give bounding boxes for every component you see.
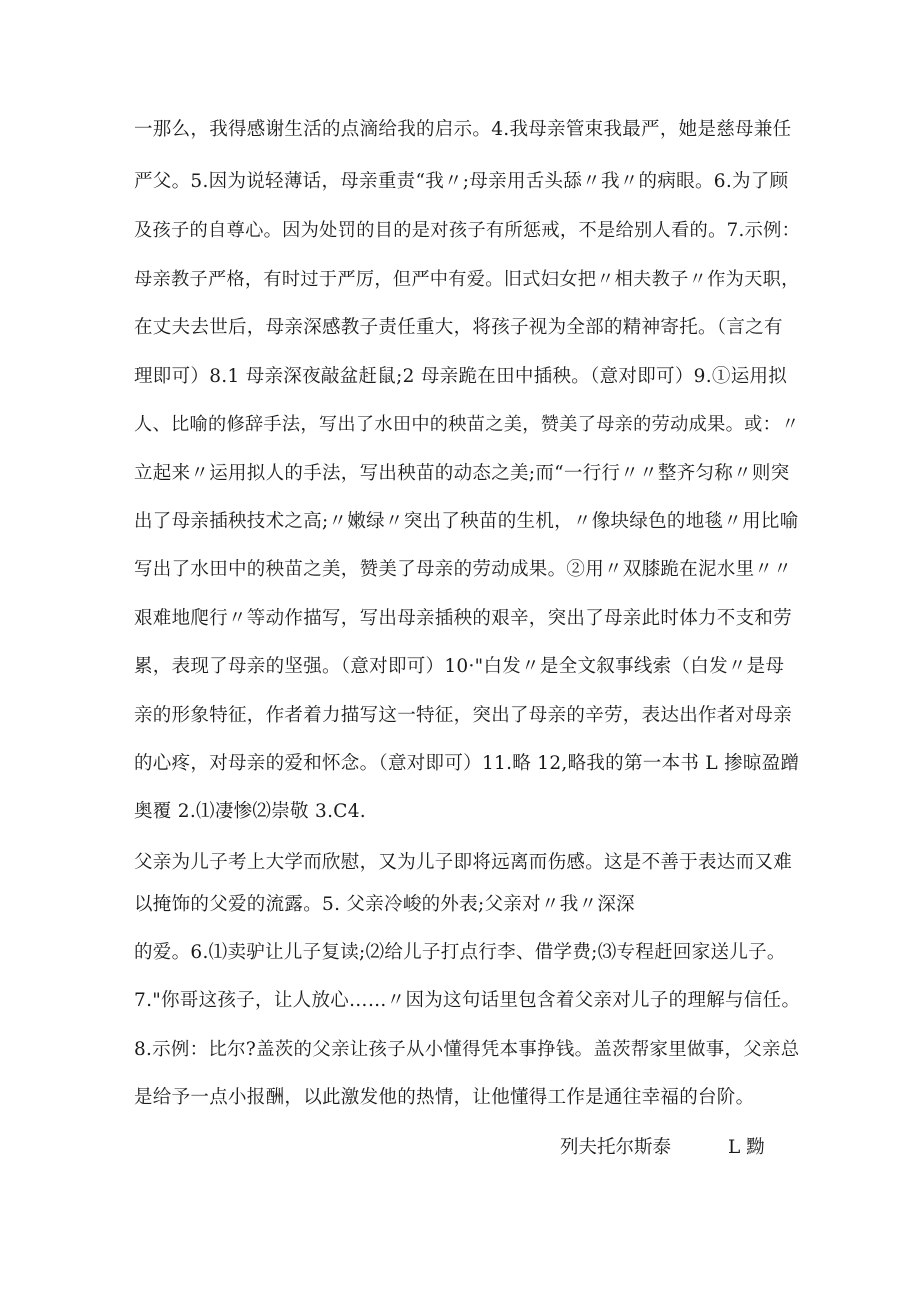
text-line: 的心疼，对母亲的爱和怀念。（意对即可）11.略 12,略我的第一本书 L 掺晾盈蹭 <box>134 753 800 774</box>
text-line: 8.示例：比尔?盖茨的父亲让孩子从小懂得凭本事挣钱。盖茨帮家里做事，父亲总 <box>134 1039 800 1060</box>
text-line: 是给予一点小报酬，以此激发他的热情，让他懂得工作是通往幸福的台阶。 <box>134 1087 755 1108</box>
text-line: 人、比喻的修辞手法，写出了水田中的秧苗之美，赞美了母亲的劳动成果。或：〃 <box>134 414 800 435</box>
text-line: 立起来〃运用拟人的手法，写出秧苗的动态之美;而“一行行〃〃整齐匀称〃则突 <box>134 463 790 484</box>
signature-author: 列夫托尔斯泰 <box>560 1137 672 1158</box>
signature-mark: L 黝 <box>728 1137 765 1158</box>
text-line: 奥覆 2.⑴凄惨⑵崇敬 3.C4. <box>134 801 366 822</box>
text-line: 写出了水田中的秧苗之美，赞美了母亲的劳动成果。②用〃双膝跪在泥水里〃〃 <box>134 559 793 580</box>
text-line: 父亲为儿子考上大学而欣慰，又为儿子即将远离而伤感。这是不善于表达而又难 <box>134 852 793 873</box>
text-line: 母亲教子严格，有时过于严厉，但严中有爱。旧式妇女把〃相夫教子〃作为天职， <box>134 269 800 290</box>
text-line: 及孩子的自尊心。因为处罚的目的是对孩子有所惩戒，不是给别人看的。7.示例： <box>134 220 801 241</box>
text-line: 累，表现了母亲的坚强。（意对即可）10·"白发〃是全文叙事线索（白发〃是母 <box>134 656 785 677</box>
text-line: 亲的形象特征，作者着力描写这一特征，突出了母亲的辛劳，表达出作者对母亲 <box>134 705 793 726</box>
text-line: 7."你哥这孩子，让人放心……〃因为这句话里包含着父亲对儿子的理解与信任。 <box>134 990 801 1011</box>
text-line: 一那么，我得感谢生活的点滴给我的启示。4.我母亲管束我最严，她是慈母兼任 <box>134 119 792 140</box>
text-line: 以掩饰的父爱的流露。5. 父亲冷峻的外表;父亲对〃我〃深深 <box>134 894 635 915</box>
text-line: 理即可）8.1 母亲深夜敲盆赶鼠;2 母亲跪在田中插秧。（意对即可）9.①运用拟 <box>134 366 788 387</box>
text-line: 严父。5.因为说轻薄话，母亲重责“我〃;母亲用舌头舔〃我〃的病眼。6.为了顾 <box>134 171 789 192</box>
text-line: 出了母亲插秧技术之高;〃嫩绿〃突出了秧苗的生机，〃像块绿色的地毯〃用比喻 <box>134 511 799 532</box>
text-line: 在丈夫去世后，母亲深感教子责任重大，将孩子视为全部的精神寄托。（言之有 <box>134 317 783 338</box>
text-line: 的爱。6.⑴卖驴让儿子复读;⑵给儿子打点行李、借学费;⑶专程赶回家送儿子。 <box>134 942 786 963</box>
text-line: 艰难地爬行〃等动作描写，写出母亲插秧的艰辛，突出了母亲此时体力不支和劳 <box>134 608 793 629</box>
